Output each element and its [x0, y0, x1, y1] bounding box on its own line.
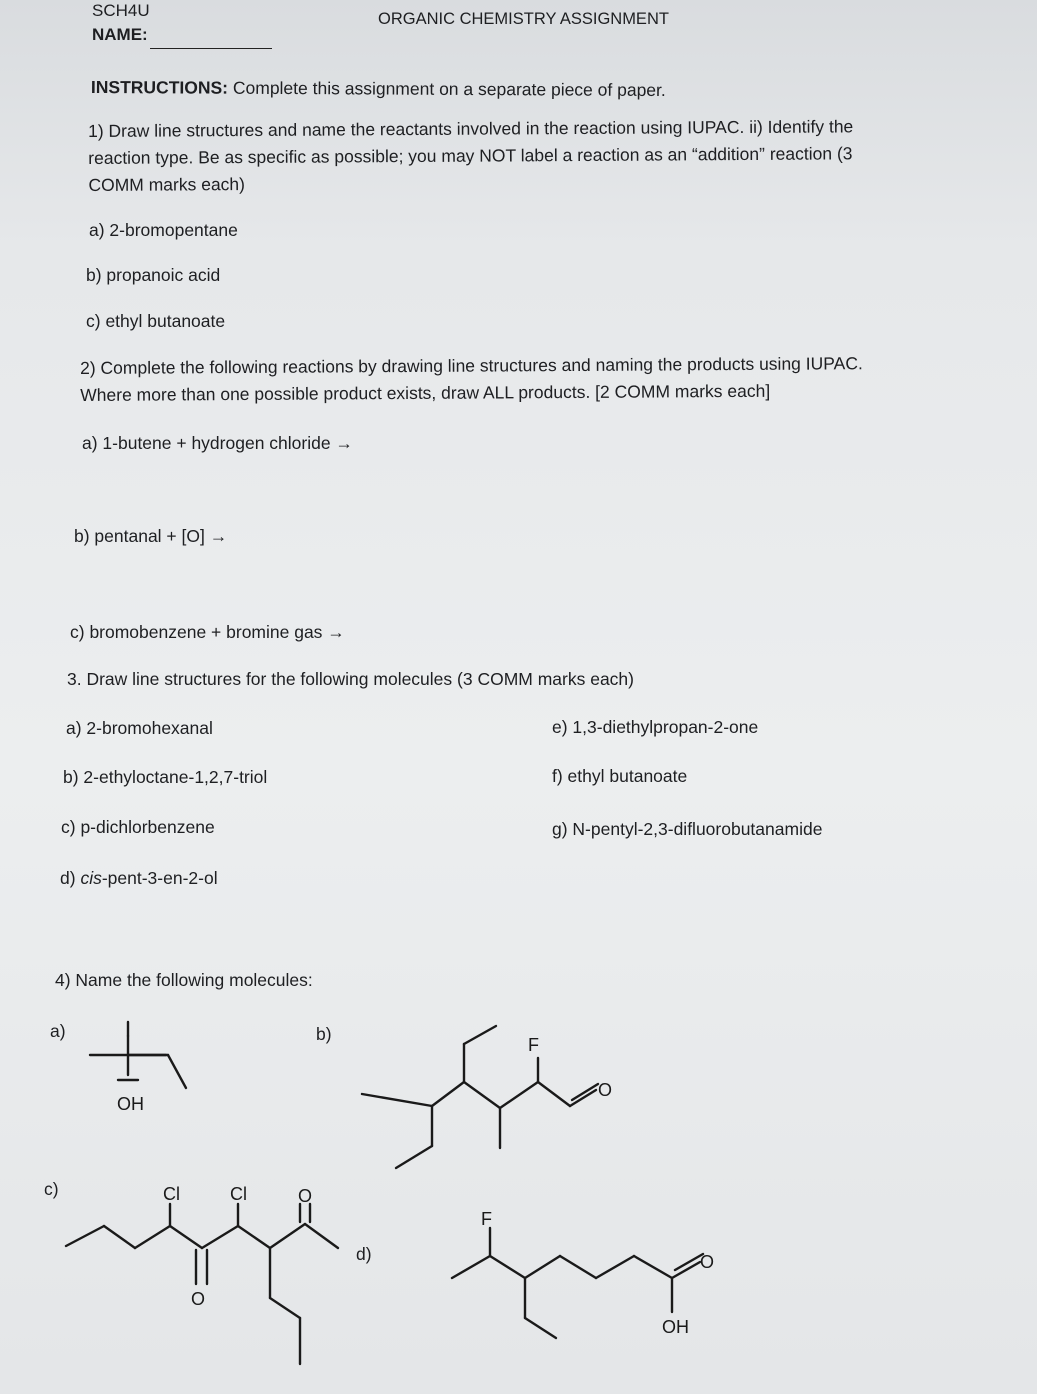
name-label: NAME: — [92, 25, 148, 44]
q3-item-f: f) ethyl butanoate — [552, 766, 688, 786]
molecule-d — [452, 1209, 714, 1338]
atom-c-o-top: O — [298, 1186, 313, 1206]
q4-label-d: d) — [356, 1244, 372, 1264]
q1-item-c: c) ethyl butanoate — [86, 311, 226, 331]
instructions-label: INSTRUCTIONS: — [90, 77, 229, 98]
q4-label-b: b) — [316, 1024, 332, 1044]
q1-line: 1) Draw line structures and name the reactants involved in the reaction using IUPAC. ii) Identify the — [88, 116, 854, 141]
q2-item-a: a) 1-butene + hydrogen chloride → — [82, 433, 353, 453]
course-code: SCH4U — [92, 1, 150, 20]
q1-item-a: a) 2-bromopentane — [89, 220, 238, 240]
q3-item-d-italic: cis — [80, 868, 102, 888]
q3-item-b: b) 2-ethyloctane-1,2,7-triol — [63, 767, 268, 787]
q3-item-a: a) 2-bromohexanal — [66, 718, 213, 738]
q3-item-d-prefix: d) — [60, 868, 81, 888]
instructions-text: Complete this assignment on a separate piece of paper. — [232, 77, 666, 101]
q2-item-b: b) pentanal + [O] → — [74, 526, 228, 546]
q2-item-c: c) bromobenzene + bromine gas → — [70, 622, 345, 642]
q1-line: COMM marks each) — [88, 174, 246, 195]
q3-item-c: c) p-dichlorbenzene — [61, 817, 215, 837]
molecule-c — [66, 1184, 338, 1364]
atom-a-oh: OH — [117, 1094, 144, 1114]
q4-label-c: c) — [44, 1179, 59, 1199]
q3-item-d-suffix: -pent-3-en-2-ol — [101, 868, 218, 888]
q3-item-g: g) N-pentyl-2,3-difluorobutanamide — [552, 819, 823, 839]
q2-line: Where more than one possible product exists, draw ALL products. [2 COMM marks each] — [80, 380, 771, 405]
assignment-title: ORGANIC CHEMISTRY ASSIGNMENT — [378, 10, 669, 28]
molecule-b — [362, 1026, 612, 1168]
q4-label-a: a) — [50, 1021, 66, 1041]
q1-item-b: b) propanoic acid — [86, 265, 221, 285]
atom-c-cl1: Cl — [163, 1184, 180, 1204]
atom-c-o-bottom: O — [191, 1289, 206, 1309]
q4-heading: 4) Name the following molecules: — [55, 970, 313, 990]
atom-b-o: O — [598, 1080, 613, 1100]
q2-line: 2) Complete the following reactions by drawing line structures and naming the products using IUPAC. — [80, 353, 863, 378]
atom-b-f: F — [528, 1035, 539, 1055]
q3-item-e: e) 1,3-diethylpropan-2-one — [552, 717, 759, 737]
molecule-a — [90, 1022, 186, 1114]
q1-line: reaction type. Be as specific as possible; you may NOT label a reaction as an “addition” reaction (3 — [88, 143, 853, 168]
atom-d-f: F — [481, 1209, 492, 1229]
q3-heading: 3. Draw line structures for the following molecules (3 COMM marks each) — [67, 669, 634, 689]
atom-d-oh: OH — [662, 1317, 689, 1337]
atom-d-o: O — [700, 1252, 715, 1272]
atom-c-cl2: Cl — [230, 1184, 247, 1204]
